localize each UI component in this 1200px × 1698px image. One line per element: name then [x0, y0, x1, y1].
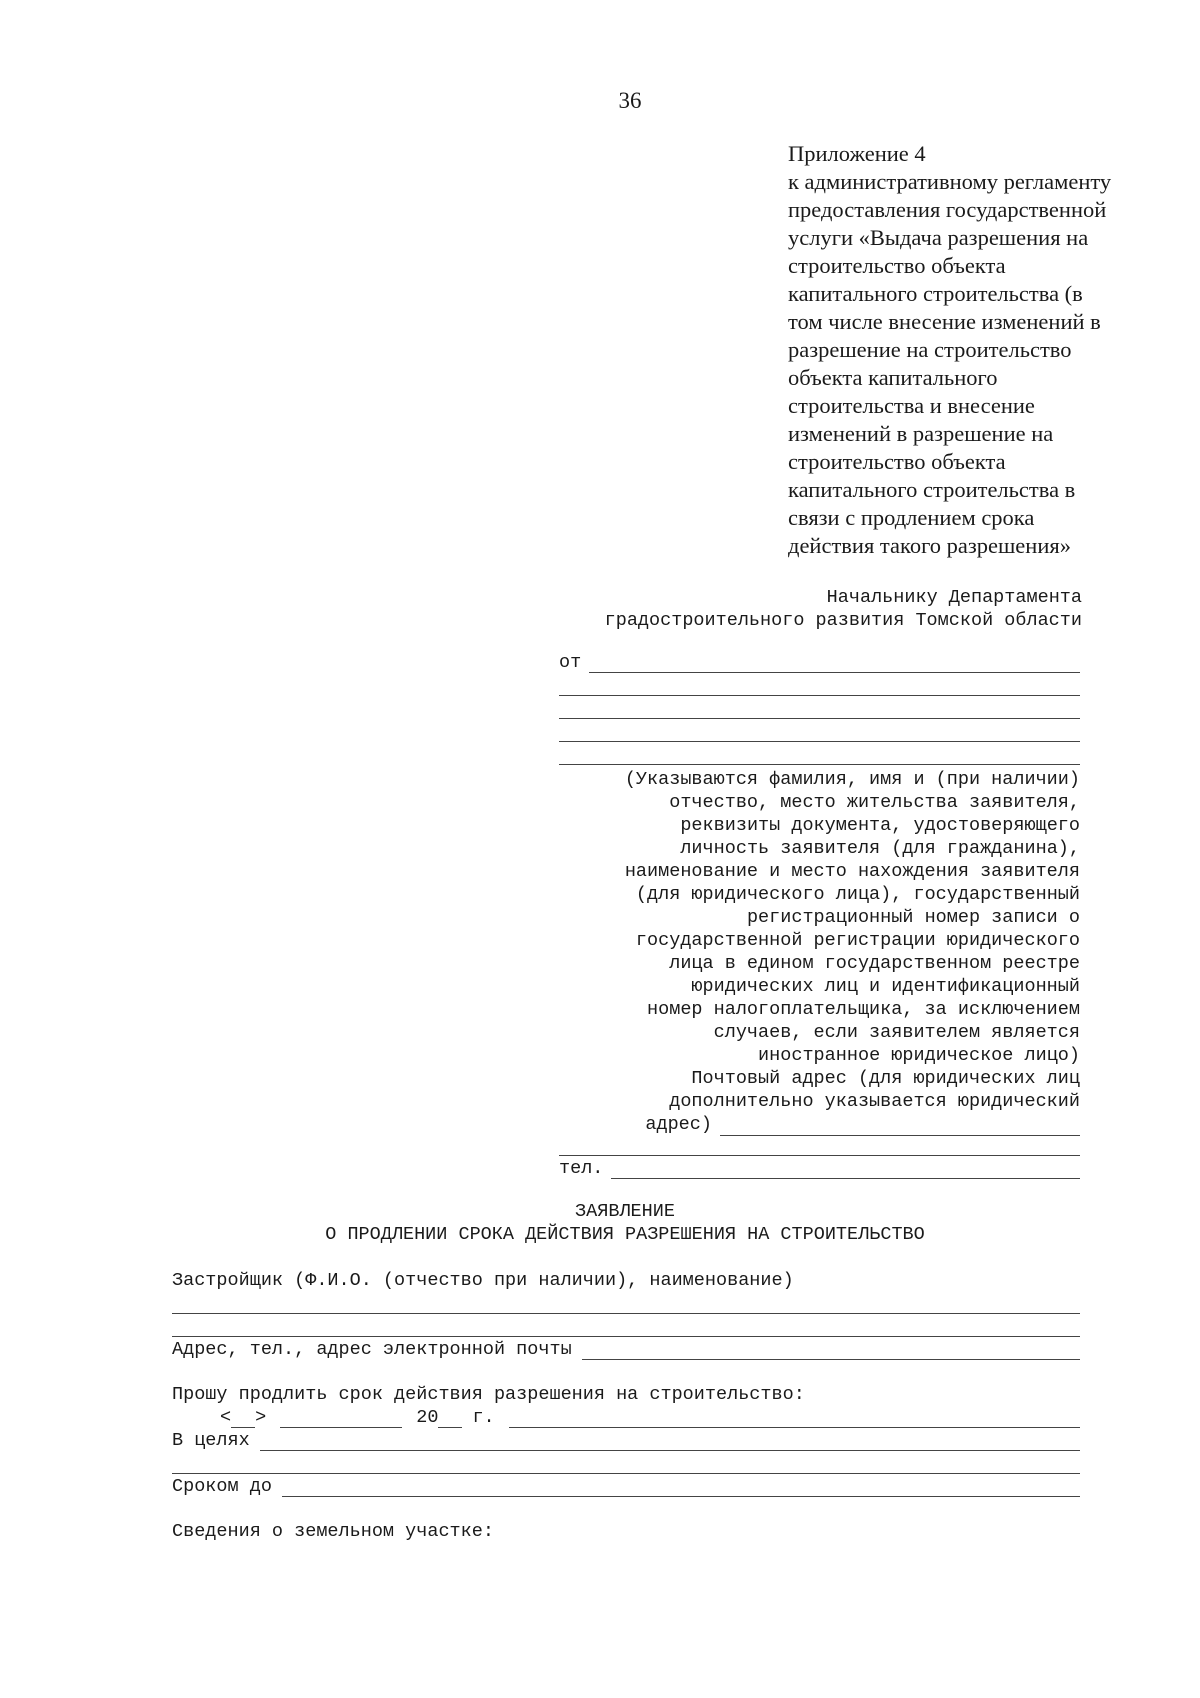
- appendix-title: Приложение 4: [788, 141, 926, 166]
- date-open-bracket: <: [220, 1407, 232, 1428]
- instruction-line: государственной регистрации юридического: [635, 930, 1080, 951]
- instruction-line: дополнительно указывается юридический: [669, 1091, 1080, 1112]
- appendix-line: строительство объекта: [788, 449, 1006, 474]
- contacts-label: Адрес, тел., адрес электронной почты: [172, 1339, 572, 1360]
- request-row: [172, 1382, 1080, 1405]
- appendix-line: предоставления государственной: [788, 197, 1107, 222]
- request-label: Прошу продлить срок действия разрешения на строительство:: [172, 1384, 805, 1405]
- developer-label: Застройщик (Ф.И.О. (отчество при наличии), наименование): [172, 1270, 794, 1291]
- instruction-line: реквизиты документа, удостоверяющего: [680, 815, 1080, 836]
- applicant-instructions: [559, 768, 1080, 1136]
- address-field-line[interactable]: [559, 1133, 1080, 1156]
- appendix-line: связи с продлением срока: [788, 505, 1035, 530]
- appendix-header: [788, 140, 1168, 560]
- appendix-line: к административному регламенту: [788, 169, 1112, 194]
- purpose-field[interactable]: [260, 1432, 1080, 1451]
- year-suffix: г.: [472, 1407, 495, 1428]
- purpose-label: В целях: [172, 1430, 250, 1451]
- addressee-block: [605, 586, 1082, 632]
- appendix-line: разрешение на строительство: [788, 337, 1072, 362]
- instruction-line: юридических лиц и идентификационный: [691, 976, 1080, 997]
- developer-field-line[interactable]: [172, 1314, 1080, 1337]
- tel-field[interactable]: [611, 1160, 1080, 1179]
- appendix-line: строительства и внесение: [788, 393, 1035, 418]
- developer-field-line[interactable]: [172, 1291, 1080, 1314]
- term-row: [172, 1474, 1080, 1497]
- from-row: [559, 650, 1080, 673]
- document-title-line-1: ЗАЯВЛЕНИЕ: [575, 1201, 675, 1222]
- applicant-field-line[interactable]: [559, 673, 1080, 696]
- tel-row: [559, 1156, 1080, 1179]
- document-title: [0, 1200, 1200, 1246]
- appendix-line: капитального строительства в: [788, 477, 1076, 502]
- appendix-line: изменений в разрешение на: [788, 421, 1054, 446]
- permit-number-field[interactable]: [509, 1409, 1080, 1428]
- applicant-field[interactable]: [589, 654, 1080, 673]
- date-close-bracket: >: [255, 1407, 267, 1428]
- appendix-line: строительство объекта: [788, 253, 1006, 278]
- year-prefix: 20: [416, 1407, 439, 1428]
- appendix-line: услуги «Выдача разрешения на: [788, 225, 1089, 250]
- instruction-line: (для юридического лица), государственный: [635, 884, 1080, 905]
- term-field[interactable]: [282, 1478, 1080, 1497]
- addressee-line-2: градостроительного развития Томской области: [604, 610, 1082, 631]
- instruction-line: Почтовый адрес (для юридических лиц: [691, 1068, 1080, 1089]
- term-label: Сроком до: [172, 1476, 272, 1497]
- application-form: [172, 1268, 1080, 1542]
- from-label: от: [559, 652, 582, 673]
- addressee-line-1: Начальнику Департамента: [826, 587, 1082, 608]
- document-title-line-2: О ПРОДЛЕНИИ СРОКА ДЕЙСТВИЯ РАЗРЕШЕНИЯ НА СТРОИТЕЛЬСТВО: [325, 1224, 925, 1245]
- instruction-line: отчество, место жительства заявителя,: [669, 792, 1080, 813]
- day-field[interactable]: [231, 1409, 255, 1428]
- instruction-line: номер налогоплательщика, за исключением: [647, 999, 1080, 1020]
- appendix-line: объекта капитального: [788, 365, 998, 390]
- applicant-block: [559, 650, 1080, 765]
- applicant-field-line[interactable]: [559, 696, 1080, 719]
- instruction-line: случаев, если заявителем является: [713, 1022, 1080, 1043]
- land-info-label: Сведения о земельном участке:: [172, 1521, 494, 1542]
- applicant-field-line[interactable]: [559, 719, 1080, 742]
- year-field[interactable]: [438, 1409, 462, 1428]
- appendix-line: действия такого разрешения»: [788, 533, 1071, 558]
- instruction-line: наименование и место нахождения заявителя: [624, 861, 1080, 882]
- address-label: адрес): [645, 1114, 712, 1135]
- contacts-row: [172, 1337, 1080, 1360]
- appendix-line: капитального строительства (в: [788, 281, 1083, 306]
- instruction-line: (Указываются фамилия, имя и (при наличии): [624, 769, 1080, 790]
- month-field[interactable]: [280, 1409, 402, 1428]
- applicant-field-line[interactable]: [559, 742, 1080, 765]
- appendix-line: том числе внесение изменений в: [788, 309, 1101, 334]
- instruction-line: регистрационный номер записи о: [746, 907, 1080, 928]
- instruction-line: лица в едином государственном реестре: [669, 953, 1080, 974]
- instruction-line: иностранное юридическое лицо): [758, 1045, 1080, 1066]
- instruction-line: личность заявителя (для гражданина),: [680, 838, 1080, 859]
- land-info-row: [172, 1519, 1080, 1542]
- developer-row: [172, 1268, 1080, 1291]
- page-number: 36: [618, 88, 642, 113]
- purpose-row: [172, 1428, 1080, 1451]
- purpose-field-line[interactable]: [172, 1451, 1080, 1474]
- contact-block: [559, 1133, 1080, 1179]
- date-row: [172, 1405, 1080, 1428]
- contacts-field[interactable]: [582, 1341, 1080, 1360]
- tel-label: тел.: [559, 1158, 604, 1179]
